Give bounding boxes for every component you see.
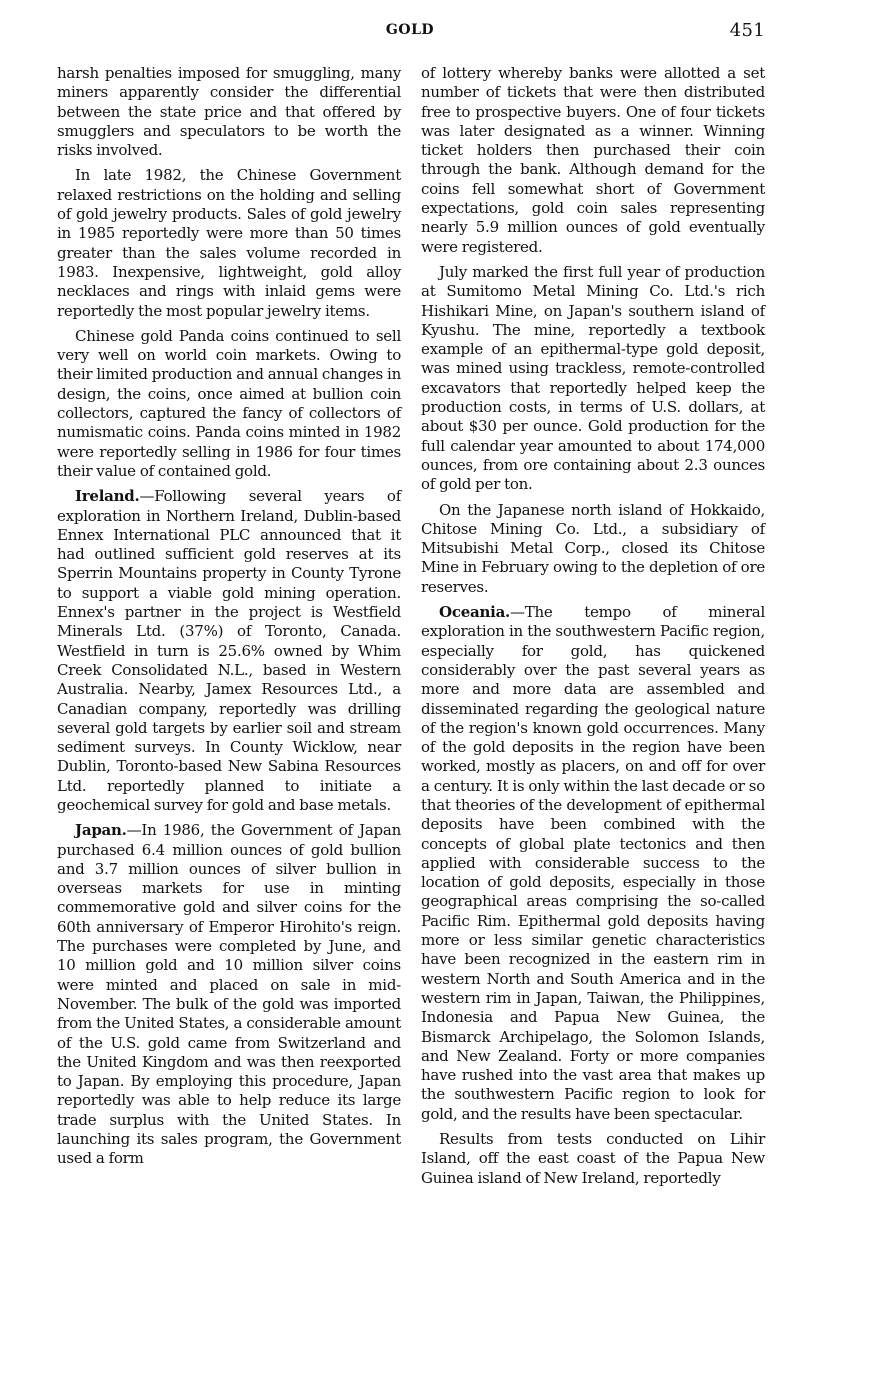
page-header	[55, 20, 765, 44]
section-heading-japan: Japan.	[75, 821, 127, 840]
paragraph-panda-coins: Chinese gold Panda coins continued to sell very well on world coin markets. Owing to their limited production and annual changes in design, the coins, once aimed at bullion coin collectors, captured the fancy of collectors of numismatic coins. Panda coins minted in 1982 were reportedly selling in 1986 for four times their value of contained gold.	[57, 326, 401, 480]
paragraph-lihir-island: Results from tests conducted on Lihir Island, off the east coast of the Papua New Guinea island of New Ireland, reportedly	[421, 1130, 765, 1187]
paragraph-chitose-mine: On the Japanese north island of Hokkaido, Chitose Mining Co. Ltd., a subsidiary of Mitsubishi Metal Corp., closed its Chitose Mine in February owing to the depletion of ore reserves.	[421, 500, 765, 596]
running-title: GOLD	[385, 22, 435, 38]
oceania-text: —The tempo of mineral exploration in the southwestern Pacific region, especially for gold, has quickened considerably over the past several years as more and more data are assembled and disseminated regarding the geological nature of the region's known gold occurrences. Many of the gold deposits in the region have been worked, mostly as placers, on and off for over a century. It is only within the last decade or so that theories of the development of epithermal deposits have been combined with the concepts of global plate tectonics and then applied with considerable success to the location of gold deposits, especially in those geographical areas comprising the so-called Pacific Rim. Epithermal gold deposits having more or less similar genetic characteristics have been recognized in the eastern rim in western North and South America and in the western rim in Japan, Taiwan, the Philippines, Indonesia and Papua New Guinea, the Bismarck Archipelago, the Solomon Islands, and New Zealand. Forty or more companies have rushed into the vast area that makes up the southwestern Pacific region to look for gold, and the results have been spectacular.	[421, 603, 765, 1123]
left-column	[57, 64, 401, 1175]
ireland-text: —Following several years of exploration in Northern Ireland, Dublin-based Ennex International PLC announced that it had outlined sufficient gold reserves at its Sperrin Mountains property in County Tyrone to support a viable gold mining operation. Ennex's partner in the project is Westfield Minerals Ltd. (37%) of Toronto, Canada. Westfield in turn is 25.6% owned by Whim Creek Consolidated N.L., based in Western Australia. Nearby, Jamex Resources Ltd., a Canadian company, reportedly was drilling several gold targets by earlier soil and stream sediment surveys. In County Wicklow, near Dublin, Toronto-based New Sabina Resources Ltd. reportedly planned to initiate a geochemical survey for gold and base metals.	[57, 487, 401, 814]
paragraph-japan	[57, 821, 401, 1168]
paragraph-oceania	[421, 603, 765, 1124]
japan-text: —In 1986, the Government of Japan purchased 6.4 million ounces of gold bullion and 3.7 million ounces of silver bullion in overseas markets for use in minting commemorative gold and silver coins for the 60th anniversary of Emperor Hirohito's reign. The purchases were completed by June, and 10 million gold and 10 million silver coins were minted and placed on sale in mid-November. The bulk of the gold was imported from the United States, a considerable amount of the U.S. gold came from Switzerland and the United Kingdom and was then reexported to Japan. By employing this procedure, Japan reportedly was able to help reduce its large trade surplus with the United States. In launching its sales program, the Government used a form	[57, 821, 401, 1168]
right-column	[421, 64, 765, 1194]
paragraph-ireland	[57, 487, 401, 815]
section-heading-ireland: Ireland.	[75, 487, 140, 506]
section-heading-oceania: Oceania.	[439, 603, 511, 622]
page-number: 451	[729, 20, 765, 41]
paragraph-chinese-jewelry: In late 1982, the Chinese Government relaxed restrictions on the holding and selling of gold jewelry products. Sales of gold jewelry in 1985 reportedly were more than 50 times greater than the sales volume recorded in 1983. Inexpensive, lightweight, gold alloy necklaces and rings with inlaid gems were reportedly the most popular jewelry items.	[57, 166, 401, 320]
paragraph-smuggling-continued: harsh penalties imposed for smuggling, many miners apparently consider the differential between the state price and that offered by smugglers and speculators to be worth the risks involved.	[57, 64, 401, 160]
paragraph-lottery-continued: of lottery whereby banks were allotted a set number of tickets that were then distributed free to prospective buyers. One of four tickets was later designated as a winner. Winning ticket holders then purchased their coin through the bank. Although demand for the coins fell somewhat short of Government expectations, gold coin sales representing nearly 5.9 million ounces of gold eventually were registered.	[421, 64, 765, 256]
paragraph-hishikari-mine: July marked the first full year of production at Sumitomo Metal Mining Co. Ltd.'s rich Hishikari Mine, on Japan's southern island of Kyushu. The mine, reportedly a textbook example of an epithermal-type gold deposit, was mined using trackless, remote-controlled excavators that reportedly helped keep the production costs, in terms of U.S. dollars, at about $30 per ounce. Gold production for the full calendar year amounted to about 174,000 ounces, from ore containing about 2.3 ounces of gold per ton.	[421, 262, 765, 494]
